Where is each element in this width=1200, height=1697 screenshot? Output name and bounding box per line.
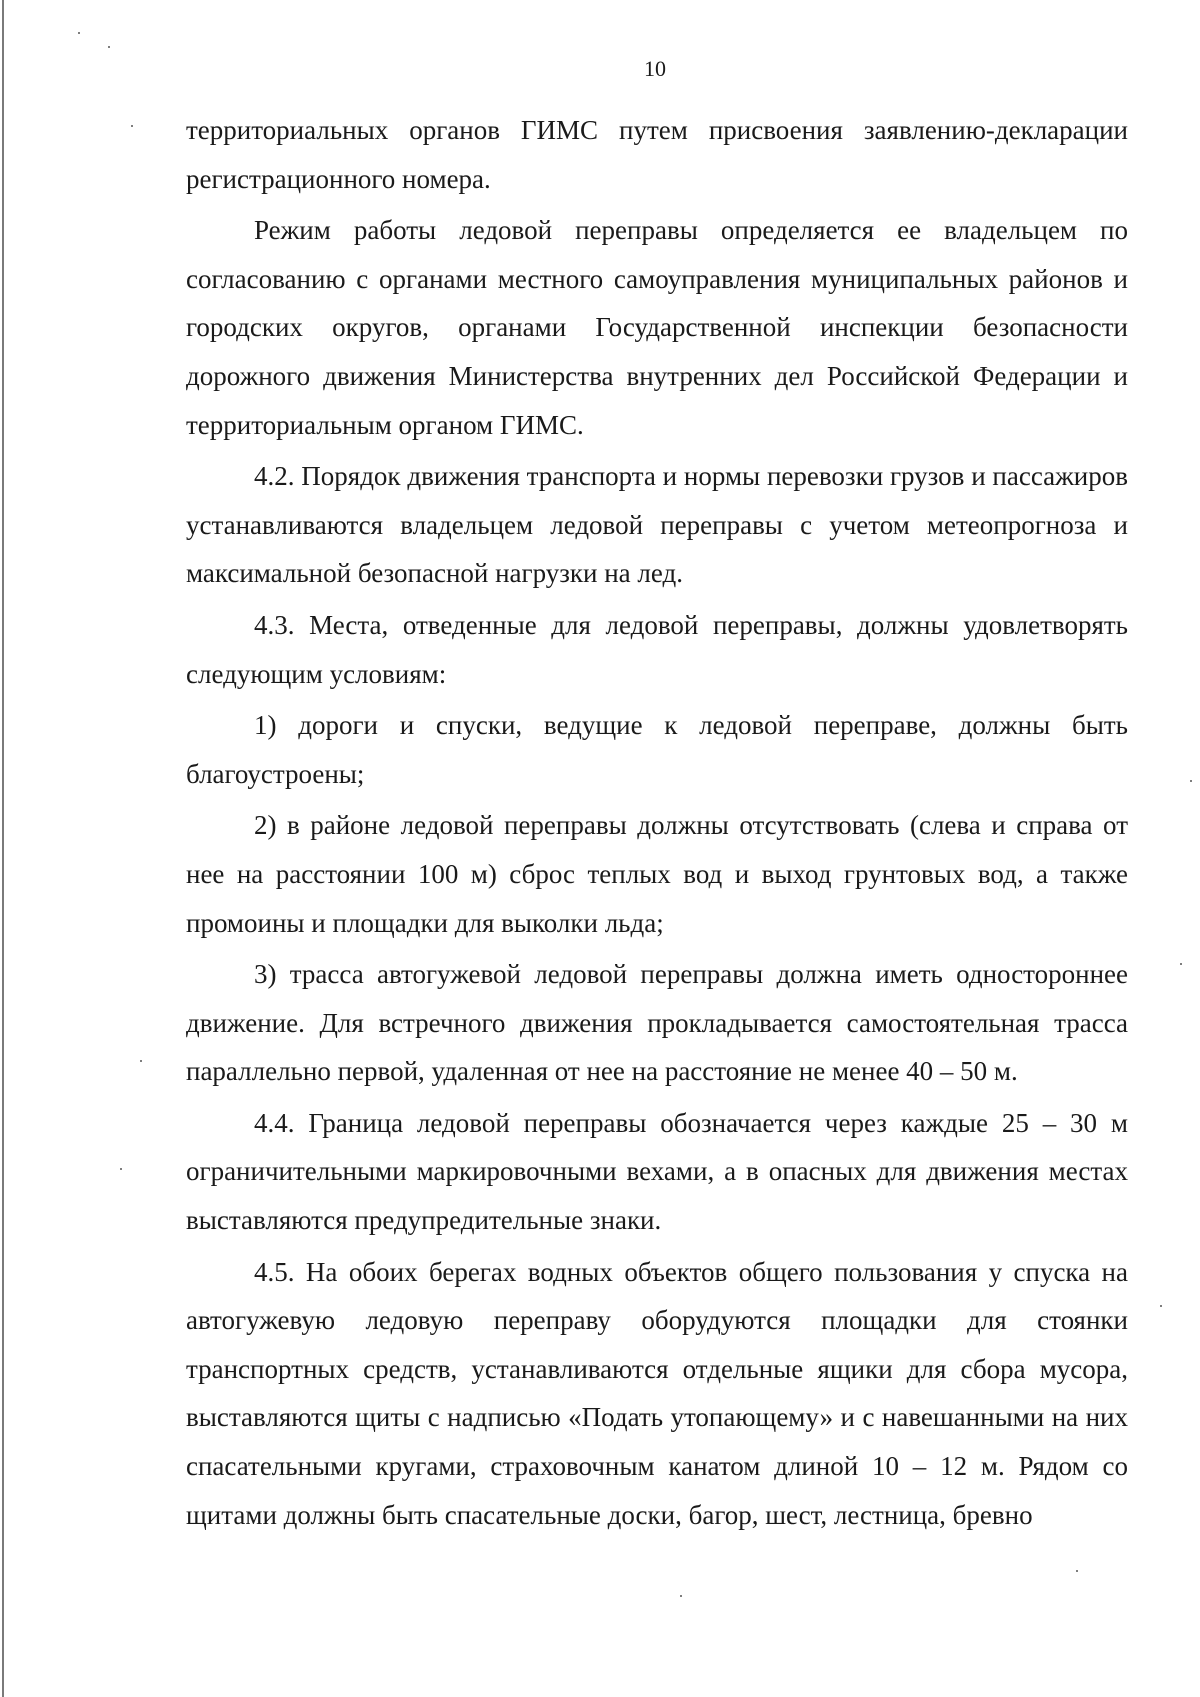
scan-speck xyxy=(78,32,80,34)
paragraph-4-4: 4.4. Граница ледовой переправы обозначается через каждые 25 – 30 м ограничительными маркировочными вехами, а в опасных для движения местах выставляются предупредительные знаки. xyxy=(186,1107,1128,1236)
scan-speck xyxy=(140,1060,142,1062)
paragraph-continuation: территориальных органов ГИМС путем присвоения заявлению-декларации регистрационного номера. xyxy=(186,115,1128,194)
scan-speck xyxy=(1160,1305,1162,1307)
paragraph-ice-crossing-schedule: Режим работы ледовой переправы определяется ее владельцем по согласованию с органами местного самоуправления муниципальных районов и городских округов, органами Государственной инспекции безопасности дорожного движения Министерства внутренних дел Российской Федерации и территориальным органом ГИМС. xyxy=(186,215,1128,440)
scan-speck xyxy=(120,1168,122,1170)
paragraph-4-2: 4.2. Порядок движения транспорта и нормы перевозки грузов и пассажиров устанавливаются владельцем ледовой переправы с учетом метеопрогноза и максимальной безопасной нагрузки на лед. xyxy=(186,461,1128,589)
paragraph-4-5: 4.5. На обоих берегах водных объектов общего пользования у спуска на автогужевую ледовую переправу оборудуются площадки для стоянки транспортных средств, устанавливаются отдельные ящики для сбора мусора, выставляются щиты с надписью «Подать утопающему» и с навешанными на них спасательными кругами, страховочным канатом длиной 10 – 12 м. Рядом со щитами должны быть спасательные доски, багор, шест, лестница, бревно xyxy=(186,1256,1128,1530)
scan-speck xyxy=(108,46,110,48)
list-item-3: 3) трасса автогужевой ледовой переправы должна иметь одностороннее движение. Для встречного движения прокладывается самостоятельная трасса параллельно первой, удаленная от нее на расстояние не менее 40 – 50 м. xyxy=(186,959,1128,1087)
scan-speck xyxy=(680,1595,682,1597)
list-item-1: 1) дороги и спуски, ведущие к ледовой переправе, должны быть благоустроены; xyxy=(186,710,1128,789)
list-item-2: 2) в районе ледовой переправы должны отсутствовать (слева и справа от нее на расстоянии 100 м) сброс теплых вод и выход грунтовых вод, а также промоины и площадки для выколки льда; xyxy=(186,810,1128,938)
page-number: 10 xyxy=(644,56,666,81)
scan-speck xyxy=(131,125,133,127)
paragraph-4-3: 4.3. Места, отведенные для ледовой переправы, должны удовлетворять следующим условиям: xyxy=(186,609,1128,689)
scan-speck xyxy=(1180,963,1182,965)
scan-edge-line xyxy=(2,0,4,1697)
scan-speck xyxy=(1076,1570,1078,1572)
scan-speck xyxy=(1190,780,1192,782)
body-text xyxy=(186,106,1128,1539)
